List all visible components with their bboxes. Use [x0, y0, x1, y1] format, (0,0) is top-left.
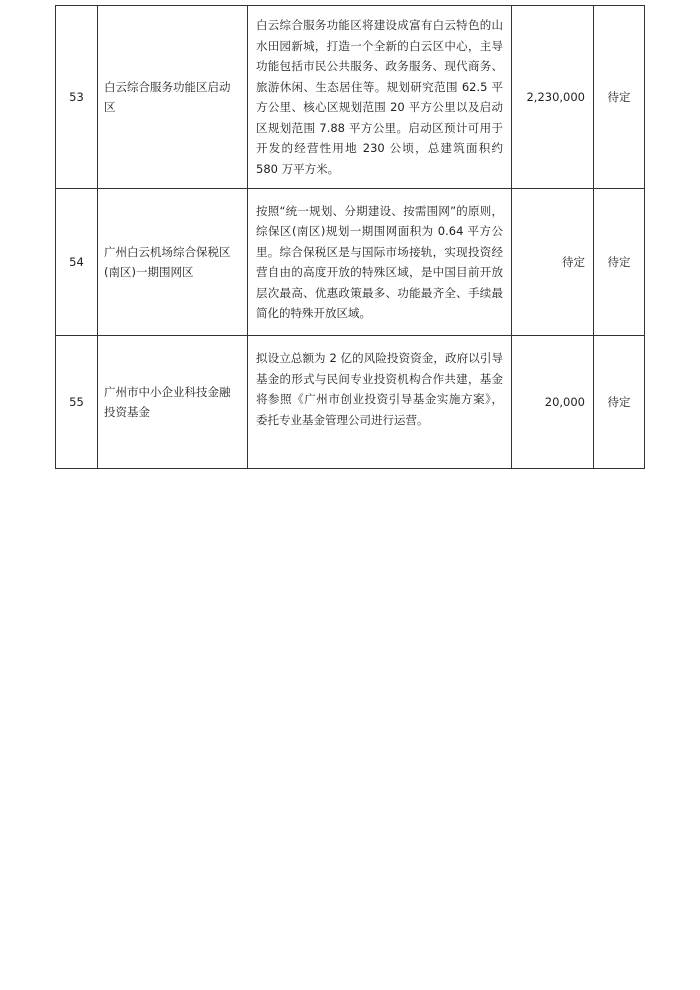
row-number: 54: [56, 189, 98, 336]
row-number: 55: [56, 336, 98, 469]
project-status: 待定: [594, 336, 645, 469]
table-row: [56, 189, 645, 336]
investment-amount: 20,000: [512, 336, 594, 469]
investment-amount: 待定: [512, 189, 594, 336]
project-name: 广州白云机场综合保税区(南区)一期围网区: [98, 189, 248, 336]
table-row: [56, 6, 645, 189]
project-status: 待定: [594, 6, 645, 189]
project-name: 白云综合服务功能区启动区: [98, 6, 248, 189]
project-description: 拟设立总额为 2 亿的风险投资资金，政府以引导基金的形式与民间专业投资机构合作共建，基金将参照《广州市创业投资引导基金实施方案》，委托专业基金管理公司进行运营。: [248, 336, 512, 469]
project-name: 广州市中小企业科技金融投资基金: [98, 336, 248, 469]
project-table: [55, 5, 645, 469]
project-description: 按照“统一规划、分期建设、按需围网”的原则，综保区(南区)规划一期围网面积为 0.64 平方公里。综合保税区是与国际市场接轨，实现投资经营自由的高度开放的特殊区域，是中国目前开放层次最高、优惠政策最多、功能最齐全、手续最简化的特殊开放区域。: [248, 189, 512, 336]
table-row: [56, 336, 645, 469]
investment-amount: 2,230,000: [512, 6, 594, 189]
project-description: 白云综合服务功能区将建设成富有白云特色的山水田园新城，打造一个全新的白云区中心，主导功能包括市民公共服务、政务服务、现代商务、旅游休闲、生态居住等。规划研究范围 62.5 平方公里、核心区规划范围 20 平方公里以及启动区规划范围 7.88 平方公里。启动区预计可用于开发的经营性用地 230 公顷，总建筑面积约 580 万平方米。: [248, 6, 512, 189]
project-status: 待定: [594, 189, 645, 336]
row-number: 53: [56, 6, 98, 189]
